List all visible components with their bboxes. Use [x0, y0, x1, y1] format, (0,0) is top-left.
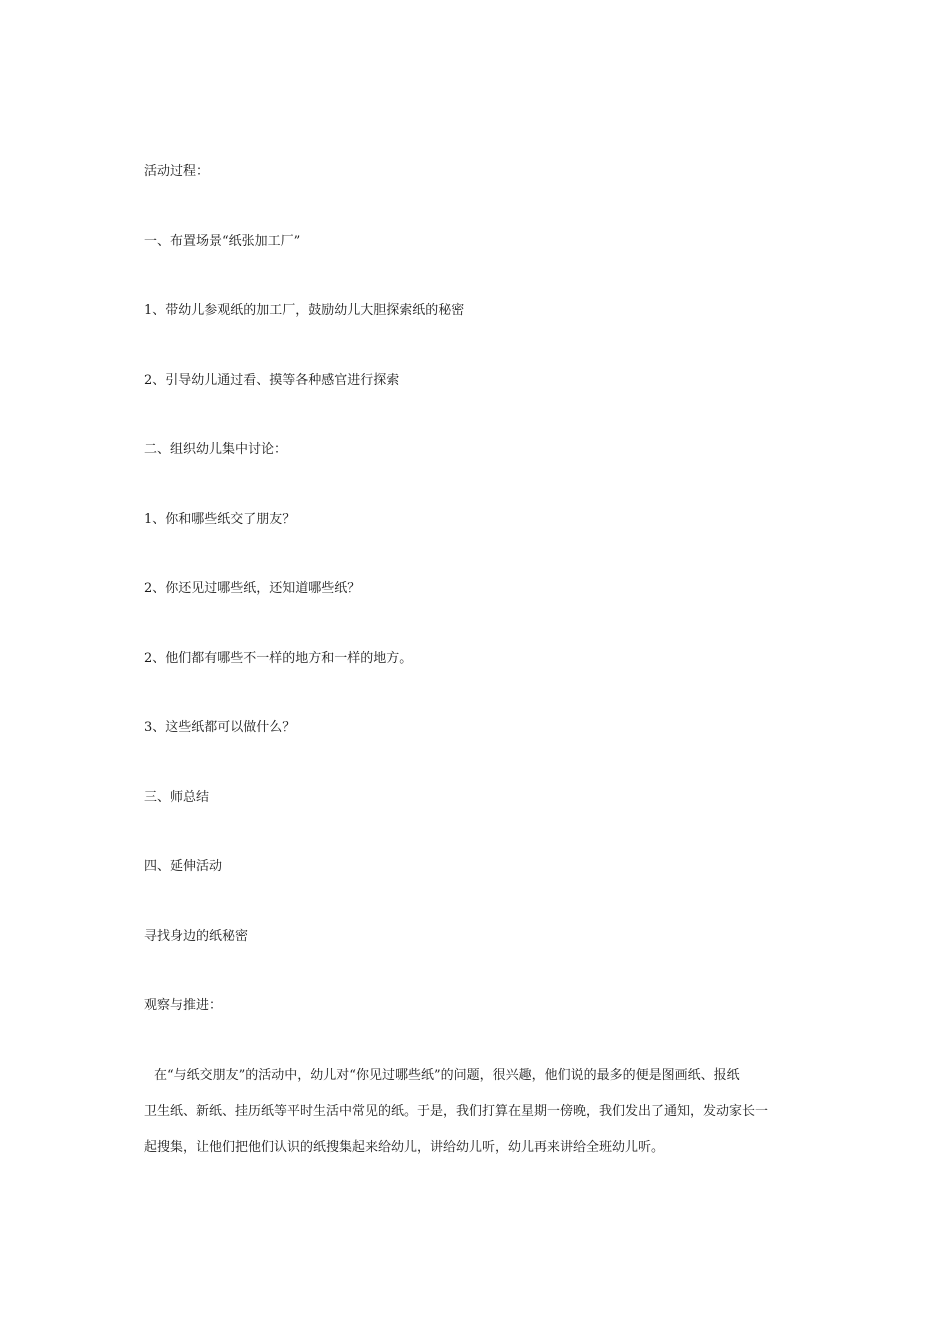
document-heading: 活动过程： [144, 164, 210, 179]
section-line: 观察与推进： [144, 998, 223, 1013]
section-line: 寻找身边的纸秘密 [144, 929, 249, 944]
section-line: 2、你还见过哪些纸，还知道哪些纸？ [144, 581, 361, 596]
section-line: 3、这些纸都可以做什么？ [144, 720, 296, 735]
section-line: 三、师总结 [144, 790, 210, 805]
section-line: 1、你和哪些纸交了朋友？ [144, 512, 296, 527]
section-line: 1、带幼儿参观纸的加工厂，鼓励幼儿大胆探索纸的秘密 [144, 303, 465, 318]
section-line: 一、布置场景“纸张加工厂” [144, 234, 301, 249]
section-line: 2、他们都有哪些不一样的地方和一样的地方。 [144, 651, 413, 666]
paragraph-line: 起搜集，让他们把他们认识的纸搜集起来给幼儿，讲给幼儿听，幼儿再来讲给全班幼儿听。 [144, 1140, 665, 1155]
section-line: 2、引导幼儿通过看、摸等各种感官进行探索 [144, 373, 400, 388]
section-line: 四、延伸活动 [144, 859, 223, 874]
paragraph-line: 在“与纸交朋友”的活动中，幼儿对“你见过哪些纸”的问题，很兴趣，他们说的最多的便是图画纸、报纸 [154, 1068, 740, 1083]
observation-paragraph [144, 1068, 810, 1176]
paragraph-line: 卫生纸、新纸、挂历纸等平时生活中常见的纸。于是，我们打算在星期一傍晚，我们发出了通知，发动家长一 [144, 1104, 769, 1119]
section-line: 二、组织幼儿集中讨论： [144, 442, 288, 457]
